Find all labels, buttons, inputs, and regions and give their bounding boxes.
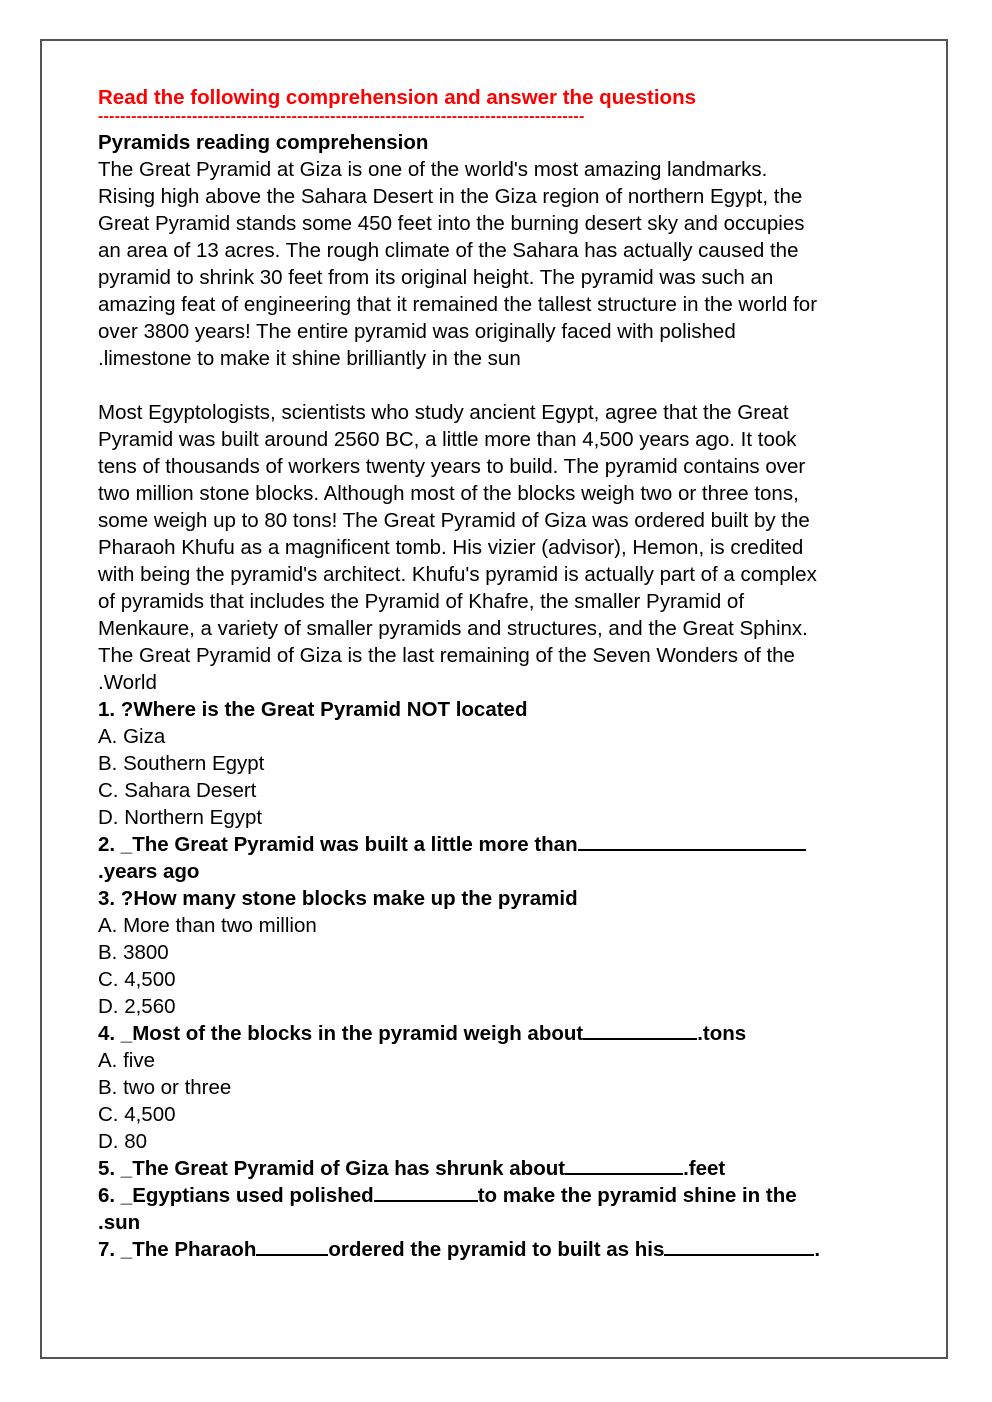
paragraph-line: Most Egyptologists, scientists who study ancient Egypt, agree that the Great — [98, 401, 789, 424]
paragraph-line: with being the pyramid's architect. Khufu's pyramid is actually part of a complex — [98, 563, 817, 586]
q7-tomb-blank[interactable] — [664, 1236, 814, 1256]
q4-option-a[interactable]: A. five — [98, 1049, 155, 1072]
q6-answer-blank[interactable] — [374, 1182, 478, 1202]
question-2 — [98, 831, 928, 858]
question-3: 3. ?How many stone blocks make up the pyramid — [98, 887, 578, 910]
q3-option-d[interactable]: D. 2,560 — [98, 995, 176, 1018]
q1-option-b[interactable]: B. Southern Egypt — [98, 752, 265, 775]
paragraph-1 — [98, 156, 928, 372]
q3-option-c[interactable]: C. 4,500 — [98, 968, 176, 991]
q2-text: 2. _The Great Pyramid was built a little more than — [98, 833, 578, 856]
q4-option-b[interactable]: B. two or three — [98, 1076, 232, 1099]
paragraph-line: The Great Pyramid at Giza is one of the world's most amazing landmarks. — [98, 158, 768, 181]
paragraph-line: .World — [98, 671, 157, 694]
paragraph-line: amazing feat of engineering that it remained the tallest structure in the world for — [98, 293, 818, 316]
paragraph-line: .limestone to make it shine brilliantly in the sun — [98, 347, 521, 370]
paragraph-line: an area of 13 acres. The rough climate of the Sahara has actually caused the — [98, 239, 799, 262]
q3-option-a[interactable]: A. More than two million — [98, 914, 317, 937]
q3-option-b[interactable]: B. 3800 — [98, 941, 169, 964]
question-6 — [98, 1182, 928, 1209]
q6-text: 6. _Egyptians used polished — [98, 1184, 374, 1207]
paragraph-spacer — [98, 372, 928, 399]
paragraph-line: some weigh up to 80 tons! The Great Pyramid of Giza was ordered built by the — [98, 509, 810, 532]
paragraph-line: Menkaure, a variety of smaller pyramids and structures, and the Great Sphinx. — [98, 617, 808, 640]
q4-option-c[interactable]: C. 4,500 — [98, 1103, 176, 1126]
paragraph-line: The Great Pyramid of Giza is the last remaining of the Seven Wonders of the — [98, 644, 795, 667]
question-5 — [98, 1155, 928, 1182]
q5-text: 5. _The Great Pyramid of Giza has shrunk about — [98, 1157, 566, 1180]
question-7 — [98, 1236, 928, 1263]
q5-answer-blank[interactable] — [565, 1155, 683, 1175]
paragraph-line: Pharaoh Khufu as a magnificent tomb. His vizier (advisor), Hemon, is credited — [98, 536, 804, 559]
worksheet — [98, 84, 928, 1263]
q6-text-middle: to make the pyramid shine in the — [477, 1184, 797, 1207]
q1-option-a[interactable]: A. Giza — [98, 725, 166, 748]
paragraph-line: of pyramids that includes the Pyramid of Khafre, the smaller Pyramid of — [98, 590, 745, 613]
q7-text-end: . — [814, 1238, 821, 1261]
q4-text: 4. _Most of the blocks in the pyramid weigh about — [98, 1022, 584, 1045]
q7-text-middle: ordered the pyramid to built as his — [328, 1238, 665, 1261]
q1-option-c[interactable]: C. Sahara Desert — [98, 779, 257, 802]
separator-line: ---------------------------------------------------------------------------------------- — [98, 108, 585, 125]
q7-pharaoh-blank[interactable] — [256, 1236, 328, 1256]
instruction-heading: Read the following comprehension and answer the questions — [98, 86, 696, 109]
q2-answer-blank[interactable] — [578, 831, 806, 851]
q4-option-d[interactable]: D. 80 — [98, 1130, 147, 1153]
q7-text: 7. _The Pharaoh — [98, 1238, 257, 1261]
question-4 — [98, 1020, 928, 1047]
q4-text-end: .tons — [697, 1022, 747, 1045]
paragraph-line: pyramid to shrink 30 feet from its original height. The pyramid was such an — [98, 266, 774, 289]
paragraph-line: two million stone blocks. Although most of the blocks weigh two or three tons, — [98, 482, 799, 505]
q4-answer-blank[interactable] — [583, 1020, 697, 1040]
q5-text-end: .feet — [683, 1157, 726, 1180]
paragraph-line: Rising high above the Sahara Desert in the Giza region of northern Egypt, the — [98, 185, 803, 208]
question-1: 1. ?Where is the Great Pyramid NOT located — [98, 698, 528, 721]
q2-text-continued: .years ago — [98, 860, 200, 883]
paragraph-line: Great Pyramid stands some 450 feet into the burning desert sky and occupies — [98, 212, 805, 235]
passage-title: Pyramids reading comprehension — [98, 131, 429, 154]
paragraph-line: tens of thousands of workers twenty years to build. The pyramid contains over — [98, 455, 806, 478]
paragraph-line: over 3800 years! The entire pyramid was originally faced with polished — [98, 320, 736, 343]
paragraph-2 — [98, 399, 928, 696]
q1-option-d[interactable]: D. Northern Egypt — [98, 806, 263, 829]
q6-text-continued: .sun — [98, 1211, 141, 1234]
paragraph-line: Pyramid was built around 2560 BC, a little more than 4,500 years ago. It took — [98, 428, 797, 451]
